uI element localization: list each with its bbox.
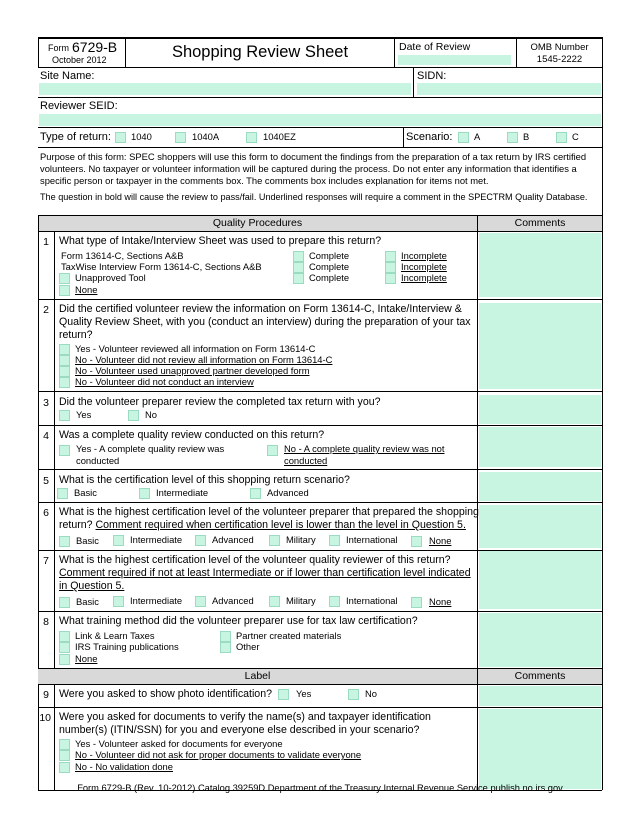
option-label: Advanced: [212, 534, 254, 545]
comments-box-q10[interactable]: [479, 709, 601, 789]
option-label: Partner created materials: [236, 630, 342, 641]
option-label: Advanced: [212, 595, 254, 606]
return-option-label: 1040EZ: [263, 131, 296, 142]
date-of-review-input[interactable]: [398, 55, 511, 65]
option-label: International: [346, 595, 398, 606]
rule: [38, 684, 602, 685]
q4-no-checkbox[interactable]: [267, 445, 278, 456]
return-option-label: 1040A: [192, 131, 220, 142]
option-label: Incomplete: [401, 272, 447, 283]
q1-unapproved-complete-checkbox[interactable]: [293, 273, 304, 284]
comments-box-q2[interactable]: [479, 303, 601, 389]
q6-intermediate-checkbox[interactable]: [113, 535, 124, 546]
option-label: No: [365, 688, 377, 699]
q1-form-incomplete-checkbox[interactable]: [385, 251, 396, 262]
q9-yes-checkbox[interactable]: [278, 689, 289, 700]
scenario-a-checkbox[interactable]: [458, 132, 469, 143]
comments-header: Comments: [478, 216, 602, 231]
omb-number: 1545-2222: [536, 54, 583, 65]
form-number: 6729-B: [72, 39, 118, 55]
comments-box-q4[interactable]: [479, 427, 601, 467]
q6-basic-checkbox[interactable]: [59, 536, 70, 547]
option-label: Basic: [76, 535, 99, 546]
option-label: IRS Training publications: [75, 641, 179, 652]
option-label: Yes - Volunteer asked for documents for everyone: [75, 738, 283, 749]
q1-row-label: TaxWise Interview Form 13614-C, Sections A&B: [61, 261, 262, 272]
option-label: Military: [286, 595, 316, 606]
q5-intermediate-checkbox[interactable]: [139, 488, 150, 499]
q2-option-checkbox[interactable]: [59, 344, 70, 355]
date-of-review-label: Date of Review: [399, 41, 471, 53]
rule: [403, 127, 404, 147]
comments-box-q1[interactable]: [479, 233, 601, 297]
option-label: Other: [236, 641, 260, 652]
scenario-b-checkbox[interactable]: [507, 132, 518, 143]
q7-basic-checkbox[interactable]: [59, 597, 70, 608]
rule: [38, 425, 602, 426]
q1-unapproved-checkbox[interactable]: [59, 273, 70, 284]
q2-option-checkbox[interactable]: [59, 366, 70, 377]
reviewer-seid-input[interactable]: [39, 114, 601, 126]
q7-military-checkbox[interactable]: [269, 596, 280, 607]
comments-box-q7[interactable]: [479, 551, 601, 609]
rule: [38, 231, 602, 232]
question-7-comment-note: Comment required if not at least Intermediate or if lower than certification level indicated: [59, 567, 471, 579]
question-2-text: Did the certified volunteer review the information on Form 13614-C, Intake/Interview &: [59, 303, 462, 315]
q7-international-checkbox[interactable]: [329, 596, 340, 607]
option-label: Unapproved Tool: [75, 272, 146, 283]
label-header: Label: [38, 669, 477, 684]
return-1040-checkbox[interactable]: [115, 132, 126, 143]
q6-none-checkbox[interactable]: [411, 536, 422, 547]
question-6-text: What is the highest certification level of the volunteer preparer that prepared the shopping: [59, 506, 479, 518]
option-label: No - Volunteer did not conduct an interview: [75, 376, 254, 387]
question-4-text: Was a complete quality review conducted on this return?: [59, 429, 325, 441]
quality-procedures-header: Quality Procedures: [38, 216, 477, 231]
rule: [38, 97, 602, 98]
site-name-input[interactable]: [39, 83, 411, 95]
question-number: 2: [43, 304, 49, 316]
option-label: No - Volunteer used unapproved partner developed form: [75, 365, 310, 376]
q10-option-checkbox[interactable]: [59, 750, 70, 761]
rule: [38, 37, 39, 67]
return-option-label: 1040: [131, 131, 152, 142]
option-label: Intermediate: [130, 595, 183, 606]
rule: [54, 684, 55, 790]
q8-link-learn-checkbox[interactable]: [59, 631, 70, 642]
q6-advanced-checkbox[interactable]: [195, 535, 206, 546]
question-8-text: What training method did the volunteer preparer use for tax law certification?: [59, 615, 418, 627]
comments-box-q8[interactable]: [479, 613, 601, 667]
option-label: No - Volunteer did not ask for proper documents to validate everyone: [75, 749, 362, 760]
q5-basic-checkbox[interactable]: [57, 488, 68, 499]
comments-box-q9[interactable]: [479, 686, 601, 706]
rule: [38, 127, 602, 128]
sidn-label: SIDN:: [417, 70, 447, 82]
option-label: No: [145, 409, 157, 420]
option-label: conducted: [284, 455, 328, 466]
type-of-return-label: Type of return:: [40, 131, 111, 143]
q8-partner-checkbox[interactable]: [220, 631, 231, 642]
question-number: 8: [43, 616, 49, 628]
q7-none-checkbox[interactable]: [411, 597, 422, 608]
question-2-text: return?: [59, 329, 93, 341]
q8-none-checkbox[interactable]: [59, 654, 70, 665]
option-label: Yes: [76, 409, 92, 420]
option-label: None: [429, 596, 452, 607]
form-date: October 2012: [52, 55, 107, 65]
question-2-text: Quality Review Sheet, with you (conduct an interview) during the preparation of your tax: [59, 316, 471, 328]
q6-international-checkbox[interactable]: [329, 535, 340, 546]
option-label: None: [75, 284, 98, 295]
comments-box-q5[interactable]: [479, 472, 601, 501]
site-name-label: Site Name:: [40, 70, 95, 82]
comments-box-q6[interactable]: [479, 505, 601, 548]
q2-option-checkbox[interactable]: [59, 355, 70, 366]
option-label: No - No validation done: [75, 761, 173, 772]
question-number: 7: [43, 555, 49, 567]
option-label: Complete: [309, 250, 350, 261]
option-label: Basic: [74, 487, 97, 498]
rule: [38, 147, 602, 148]
rule: [413, 67, 414, 97]
option-label: No - Volunteer did not review all information on Form 13614-C: [75, 354, 333, 365]
return-1040ez-checkbox[interactable]: [246, 132, 257, 143]
option-label: Yes - Volunteer reviewed all information on Form 13614-C: [75, 343, 316, 354]
q10-option-checkbox[interactable]: [59, 762, 70, 773]
question-1-text: What type of Intake/Interview Sheet was used to prepare this return?: [59, 235, 382, 247]
q8-irs-pubs-checkbox[interactable]: [59, 642, 70, 653]
q2-option-checkbox[interactable]: [59, 377, 70, 388]
q4-yes-checkbox[interactable]: [59, 445, 70, 456]
option-label: Military: [286, 534, 316, 545]
question-number: 1: [43, 236, 49, 248]
page-title: Shopping Review Sheet: [171, 43, 349, 61]
question-9-text: Were you asked to show photo identification?: [59, 688, 272, 700]
omb-label: OMB Number: [530, 42, 589, 53]
question-10-text: Were you asked for documents to verify the name(s) and taxpayer identification: [59, 711, 431, 723]
rule: [38, 299, 602, 300]
question-5-text: What is the certification level of this shopping return scenario?: [59, 474, 350, 486]
instructions-note: The question in bold will cause the review to pass/fail. Underlined responses will require a comment in the SPECTRM Quality Database.: [40, 192, 588, 202]
question-number: 9: [43, 689, 49, 701]
option-label: None: [75, 653, 98, 664]
question-number: 10: [39, 712, 51, 724]
rule: [38, 391, 602, 392]
reviewer-seid-label: Reviewer SEID:: [40, 100, 118, 112]
scenario-option-label: B: [523, 131, 530, 142]
q1-none-checkbox[interactable]: [59, 285, 70, 296]
option-label: None: [429, 535, 452, 546]
q8-other-checkbox[interactable]: [220, 642, 231, 653]
question-number: 5: [43, 475, 49, 487]
q1-form-complete-checkbox[interactable]: [293, 251, 304, 262]
option-label: Link & Learn Taxes: [75, 630, 155, 641]
q3-yes-checkbox[interactable]: [59, 410, 70, 421]
comments-header: Comments: [478, 669, 602, 684]
question-number: 6: [43, 507, 49, 519]
question-7-comment-note: in Question 5.: [59, 580, 125, 592]
scenario-c-checkbox[interactable]: [556, 132, 567, 143]
option-label: Yes: [296, 688, 312, 699]
q1-unapproved-incomplete-checkbox[interactable]: [385, 273, 396, 284]
rule: [38, 550, 602, 551]
rule: [54, 231, 55, 668]
footer-text: Form 6729-B (Rev. 10-2012) Catalog 39259D Department of the Treasury Internal Revenue Service publish.no.irs.gov: [77, 783, 563, 793]
q6-military-checkbox[interactable]: [269, 535, 280, 546]
q7-advanced-checkbox[interactable]: [195, 596, 206, 607]
option-label: Intermediate: [130, 534, 183, 545]
top-rule: [38, 37, 602, 39]
option-label: Complete: [309, 272, 350, 283]
q1-taxwise-complete-checkbox[interactable]: [293, 262, 304, 273]
rule: [38, 707, 602, 708]
rule: [602, 37, 603, 790]
q10-option-checkbox[interactable]: [59, 739, 70, 750]
rule: [38, 502, 602, 503]
rule: [38, 611, 602, 612]
question-6-text-plain: return?: [59, 519, 96, 531]
question-number: 3: [43, 397, 49, 409]
option-label: International: [346, 534, 398, 545]
option-label: Complete: [309, 261, 350, 272]
rule: [38, 67, 602, 68]
question-6-comment-note: Comment required when certification level is lower than the level in Question 5.: [95, 519, 466, 531]
option-label: Incomplete: [401, 250, 447, 261]
rule: [394, 37, 395, 67]
q1-row-label: Form 13614-C, Sections A&B: [61, 250, 184, 261]
question-10-text: number(s) (ITIN/SSN) for you and everyone else described in your scenario?: [59, 724, 420, 736]
q9-no-checkbox[interactable]: [348, 689, 359, 700]
question-6-text: [59, 519, 466, 531]
sidn-input[interactable]: [417, 83, 601, 95]
option-label: Basic: [76, 596, 99, 607]
comments-box-q3[interactable]: [479, 395, 601, 424]
purpose-text: Purpose of this form: SPEC shoppers will use this form to document the findings from the preparation of a tax return by IRS certified volunteers. No taxpayer or volunteer information will be captured during the process. Do not enter any information that identifies a specific person or taxpayer in the comments box. The comments box includes explanation for items not met.: [40, 151, 587, 186]
q5-advanced-checkbox[interactable]: [250, 488, 261, 499]
option-label: Intermediate: [156, 487, 209, 498]
option-label: Yes - A complete quality review was: [76, 443, 225, 454]
form-word: Form: [48, 43, 69, 53]
return-1040a-checkbox[interactable]: [175, 132, 186, 143]
q1-taxwise-incomplete-checkbox[interactable]: [385, 262, 396, 273]
question-7-text: What is the highest certification level of the volunteer quality reviewer of this return?: [59, 554, 451, 566]
rule: [38, 469, 602, 470]
option-label: Advanced: [267, 487, 309, 498]
scenario-option-label: C: [572, 131, 579, 142]
question-number: 4: [43, 430, 49, 442]
option-label: No - A complete quality review was not: [284, 443, 445, 454]
scenario-label: Scenario:: [406, 131, 453, 143]
option-label: Incomplete: [401, 261, 447, 272]
option-label: conducted: [76, 455, 120, 466]
question-3-text: Did the volunteer preparer review the completed tax return with you?: [59, 396, 381, 408]
scenario-option-label: A: [474, 131, 481, 142]
q7-intermediate-checkbox[interactable]: [113, 596, 124, 607]
q3-no-checkbox[interactable]: [128, 410, 139, 421]
